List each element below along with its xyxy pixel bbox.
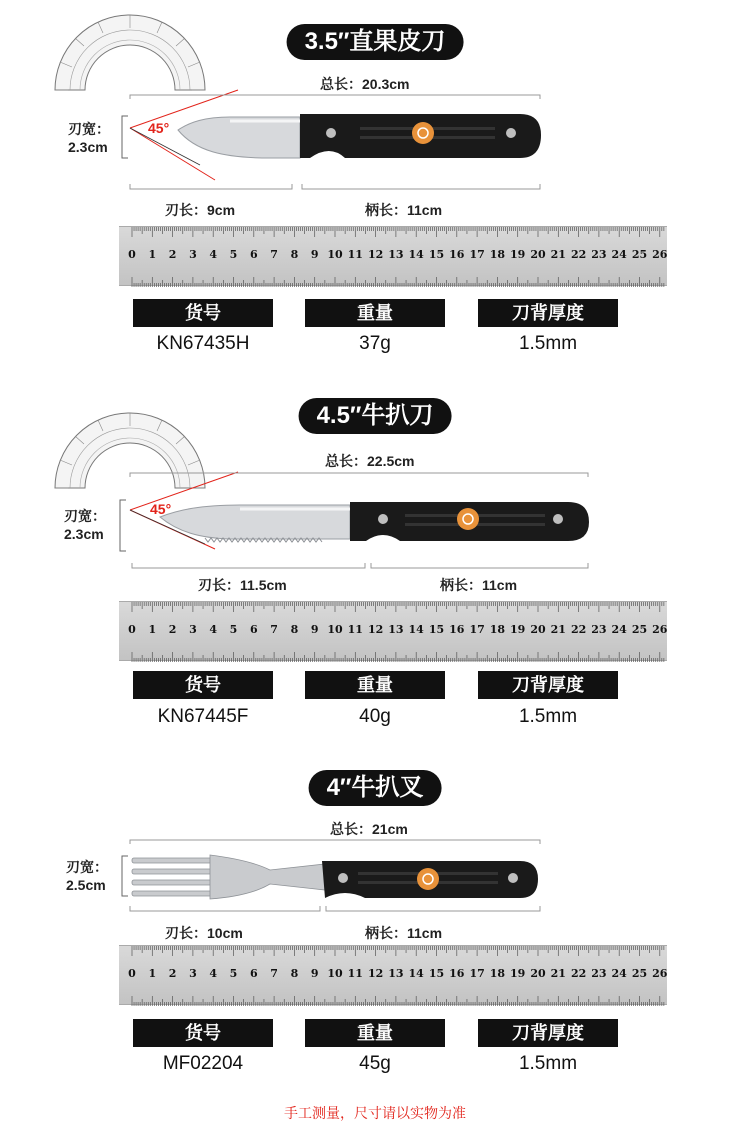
ruler-number: 20 <box>530 623 546 636</box>
blade-width-label <box>68 120 110 156</box>
ruler-number: 14 <box>408 248 424 261</box>
spec-value-sku: KN67445F <box>157 706 249 727</box>
measuring-ruler <box>119 945 667 1005</box>
ruler-number: 8 <box>290 623 299 636</box>
blade-length-label: 刃长：10cm <box>165 925 243 941</box>
ruler-number: 4 <box>209 623 218 636</box>
ruler-number: 12 <box>367 967 384 980</box>
ruler-number: 4 <box>209 248 218 261</box>
blade-width-caption: 刃宽： <box>66 859 108 875</box>
ruler-number: 25 <box>631 248 648 261</box>
ruler-number: 15 <box>428 248 445 261</box>
product-title: 4.5″牛扒刀 <box>299 398 452 434</box>
angle-label: 45° <box>150 501 172 517</box>
blade-width-value: 2.3cm <box>64 526 104 542</box>
spec-value-spine-thickness: 1.5mm <box>518 1053 578 1074</box>
ruler-number: 8 <box>290 967 299 980</box>
protractor-icon <box>55 15 205 90</box>
ruler-number: 17 <box>469 967 485 980</box>
ruler-number: 5 <box>229 248 238 261</box>
ruler-number: 21 <box>550 248 566 261</box>
ruler-number: 2 <box>168 967 177 980</box>
ruler-number: 4 <box>209 967 218 980</box>
spec-value-sku: KN67435H <box>156 333 250 354</box>
handle-length-label: 柄长：11cm <box>365 925 443 941</box>
product-section-steak-fork <box>0 748 750 1118</box>
measuring-ruler <box>119 226 667 286</box>
handle-length-label: 柄长：11cm <box>365 202 443 218</box>
product-section-paring-knife <box>0 0 750 370</box>
ruler-number: 6 <box>249 248 258 261</box>
ruler-number: 21 <box>550 967 566 980</box>
spec-label-sku: 货号 <box>133 299 273 327</box>
ruler-number: 1 <box>148 248 157 261</box>
blade-width-caption: 刃宽： <box>68 121 110 137</box>
ruler-number: 10 <box>327 967 343 980</box>
ruler-number: 3 <box>189 967 197 980</box>
ruler-number: 22 <box>570 623 587 636</box>
spec-label-sku: 货号 <box>133 671 273 699</box>
angle-label: 45° <box>148 120 170 136</box>
ruler-number: 9 <box>310 967 319 980</box>
ruler-number: 8 <box>290 248 299 261</box>
ruler-number: 1 <box>148 967 157 980</box>
blade-length-label: 刃长：9cm <box>165 202 236 218</box>
ruler-number: 26 <box>652 623 668 636</box>
blade-width-label <box>66 858 108 894</box>
handle-length-label: 柄长：11cm <box>440 577 518 593</box>
spec-label-spine-thickness: 刀背厚度 <box>478 1019 618 1047</box>
ruler-number: 9 <box>310 623 319 636</box>
blade-width-caption: 刃宽： <box>64 508 106 524</box>
ruler-number: 22 <box>570 967 587 980</box>
blade-length-label: 刃长：11.5cm <box>198 577 287 593</box>
total-length-label: 总长：22.5cm <box>325 453 415 469</box>
ruler-number: 0 <box>128 967 136 980</box>
spec-value-spine-thickness: 1.5mm <box>518 706 578 727</box>
ruler-number: 13 <box>388 623 404 636</box>
ruler-number: 25 <box>631 623 648 636</box>
ruler-number: 18 <box>489 967 506 980</box>
ruler-number: 20 <box>530 248 546 261</box>
product-title: 3.5″直果皮刀 <box>287 24 464 60</box>
blade-width-value: 2.5cm <box>66 877 106 893</box>
ruler-number: 12 <box>367 623 384 636</box>
ruler-number: 7 <box>270 248 278 261</box>
ruler-number: 23 <box>591 967 607 980</box>
ruler-number: 7 <box>270 967 278 980</box>
spec-label-spine-thickness: 刀背厚度 <box>478 671 618 699</box>
ruler-number: 16 <box>449 967 465 980</box>
ruler-number: 25 <box>631 967 648 980</box>
ruler-number: 10 <box>327 248 343 261</box>
ruler-number: 19 <box>510 248 526 261</box>
blade-width-label <box>64 507 106 543</box>
spec-label-spine-thickness: 刀背厚度 <box>478 299 618 327</box>
ruler-number: 3 <box>189 623 197 636</box>
spec-value-spine-thickness: 1.5mm <box>518 333 578 354</box>
product-title: 4″牛扒叉 <box>309 770 442 806</box>
ruler-number: 14 <box>408 623 424 636</box>
ruler-number: 13 <box>388 967 404 980</box>
spec-value-sku: MF02204 <box>162 1053 244 1074</box>
ruler-number: 26 <box>652 967 668 980</box>
ruler-number: 13 <box>388 248 404 261</box>
spec-label-weight: 重量 <box>305 671 445 699</box>
total-length-label: 总长：21cm <box>330 821 408 837</box>
ruler-number: 19 <box>510 623 526 636</box>
ruler-number: 24 <box>611 967 627 980</box>
ruler-number: 22 <box>570 248 587 261</box>
ruler-number: 19 <box>510 967 526 980</box>
ruler-number: 26 <box>652 248 668 261</box>
ruler-number: 0 <box>128 248 136 261</box>
ruler-number: 15 <box>428 623 445 636</box>
ruler-number: 6 <box>249 967 258 980</box>
ruler-number: 16 <box>449 248 465 261</box>
ruler-number: 5 <box>229 967 238 980</box>
spec-label-sku: 货号 <box>133 1019 273 1047</box>
spec-label-weight: 重量 <box>305 1019 445 1047</box>
ruler-number: 11 <box>347 623 363 636</box>
ruler-number: 3 <box>189 248 197 261</box>
ruler-number: 16 <box>449 623 465 636</box>
ruler-number: 12 <box>367 248 384 261</box>
spec-value-weight: 37g <box>359 333 391 354</box>
spec-value-weight: 40g <box>359 706 391 727</box>
ruler-number: 20 <box>530 967 546 980</box>
ruler-number: 18 <box>489 623 506 636</box>
ruler-number: 21 <box>550 623 566 636</box>
ruler-number: 2 <box>168 623 177 636</box>
ruler-number: 2 <box>168 248 177 261</box>
total-length-label: 总长：20.3cm <box>320 76 410 92</box>
ruler-number: 24 <box>611 623 627 636</box>
ruler-number: 1 <box>148 623 157 636</box>
ruler-number: 14 <box>408 967 424 980</box>
ruler-number: 23 <box>591 623 607 636</box>
blade-width-value: 2.3cm <box>68 139 108 155</box>
ruler-number: 0 <box>128 623 136 636</box>
spec-value-weight: 45g <box>359 1053 391 1074</box>
ruler-number: 11 <box>347 248 363 261</box>
disclaimer-note: 手工测量，尺寸请以实物为准 <box>284 1105 466 1121</box>
ruler-number: 11 <box>347 967 363 980</box>
ruler-number: 9 <box>310 248 319 261</box>
ruler-number: 17 <box>469 248 485 261</box>
ruler-number: 18 <box>489 248 506 261</box>
ruler-number: 24 <box>611 248 627 261</box>
ruler-number: 23 <box>591 248 607 261</box>
ruler-number: 6 <box>249 623 258 636</box>
product-section-steak-knife <box>0 372 750 742</box>
ruler-number: 5 <box>229 623 238 636</box>
ruler-number: 17 <box>469 623 485 636</box>
ruler-number: 10 <box>327 623 343 636</box>
spec-label-weight: 重量 <box>305 299 445 327</box>
measuring-ruler <box>119 601 667 661</box>
ruler-number: 15 <box>428 967 445 980</box>
ruler-number: 7 <box>270 623 278 636</box>
